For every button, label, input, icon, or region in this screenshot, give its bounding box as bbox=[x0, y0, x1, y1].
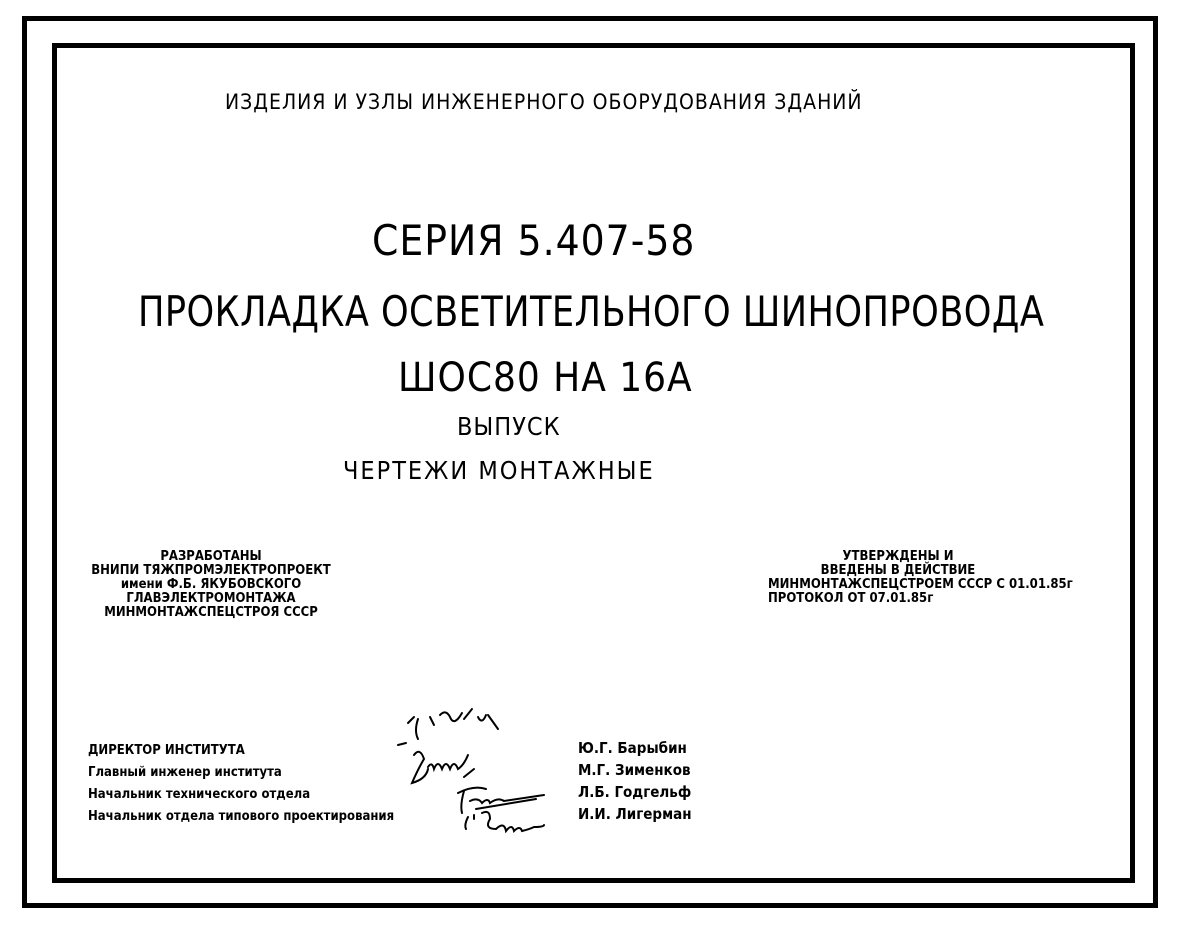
signatory-roles bbox=[88, 740, 394, 828]
header-text: ИЗДЕЛИЯ И УЗЛЫ ИНЖЕНЕРНОГО ОБОРУДОВАНИЯ ЗДАНИЙ bbox=[225, 90, 863, 114]
issue-label: ВЫПУСК bbox=[457, 412, 561, 441]
approved-line: МИНМОНТАЖСПЕЦСТРОЕМ СССР С 01.01.85г bbox=[768, 577, 1073, 592]
developed-line: ВНИПИ ТЯЖПРОМЭЛЕКТРОПРОЕКТ bbox=[91, 563, 331, 578]
developed-line: имени Ф.Б. ЯКУБОВСКОГО bbox=[120, 577, 302, 592]
developed-by-block bbox=[85, 550, 337, 620]
series-title: СЕРИЯ 5.407-58 bbox=[372, 216, 696, 265]
signatory-name: Л.Б. Годгельф bbox=[578, 783, 692, 801]
document-title-line2: ШОС80 НА 16А bbox=[398, 355, 693, 401]
document-title-line1: ПРОКЛАДКА ОСВЕТИТЕЛЬНОГО ШИНОПРОВОДА bbox=[138, 287, 1045, 336]
developed-line: МИНМОНТАЖСПЕЦСТРОЯ СССР bbox=[104, 605, 318, 620]
approved-line: ПРОТОКОЛ ОТ 07.01.85г bbox=[768, 591, 934, 606]
approved-line: ВВЕДЕНЫ В ДЕЙСТВИЕ bbox=[820, 563, 976, 578]
signatory-name: И.И. Лигерман bbox=[578, 805, 692, 823]
signatory-role: ДИРЕКТОР ИНСТИТУТА bbox=[88, 743, 245, 758]
signatory-name: М.Г. Зименков bbox=[578, 761, 691, 779]
signatory-name: Ю.Г. Барыбин bbox=[578, 739, 687, 757]
drawings-label: ЧЕРТЕЖИ МОНТАЖНЫЕ bbox=[343, 456, 655, 485]
signatory-role: Начальник технического отдела bbox=[88, 787, 311, 802]
signatory-role: Начальник отдела типового проектирования bbox=[88, 809, 395, 824]
signatory-names bbox=[578, 737, 692, 825]
signatory-role: Главный инженер института bbox=[88, 765, 282, 780]
approved-block bbox=[768, 550, 1073, 606]
developed-line: ГЛАВЭЛЕКТРОМОНТАЖА bbox=[126, 591, 296, 606]
developed-line: РАЗРАБОТАНЫ bbox=[160, 549, 262, 564]
handwritten-signatures bbox=[378, 705, 568, 845]
approved-line: УТВЕРЖДЕНЫ И bbox=[842, 549, 954, 564]
